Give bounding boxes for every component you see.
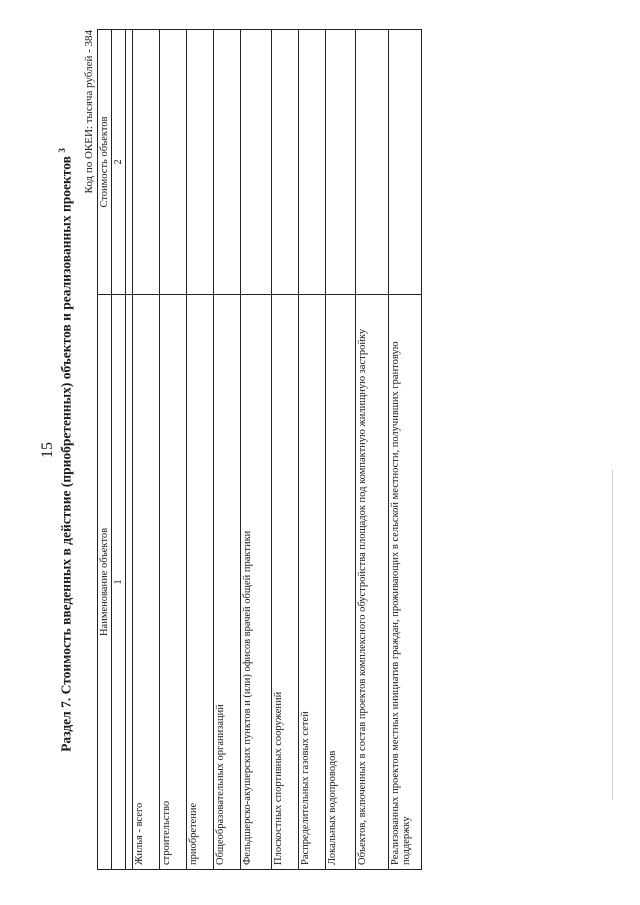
table-row [214,30,241,870]
okei-code: Код по ОКЕИ: тысяча рублей - 384 [83,30,95,194]
row-value-cell[interactable] [160,30,187,295]
row-value-cell[interactable] [214,30,241,295]
table-spacer-row [126,30,133,870]
spacer-cell [126,30,133,295]
table-header-number-row [112,30,126,870]
table-row [299,30,326,870]
table-row [389,30,422,870]
rotated-page-content [35,30,415,870]
row-value-cell[interactable] [133,30,160,295]
section-footnote: 3 [57,148,67,153]
row-name: Реализованных проектов местных инициатив граждан, проживающих в сельской местности, получивших грантовую поддержку [389,295,422,870]
row-value-cell[interactable] [272,30,299,295]
table-row [326,30,356,870]
section-title-text: Раздел 7. Стоимость введенных в действие (приобретенных) объектов и реализованных проектов [58,156,74,752]
row-value-cell[interactable] [299,30,326,295]
table-row [187,30,214,870]
row-value-cell[interactable] [326,30,356,295]
row-value-cell[interactable] [389,30,422,295]
cost-table [97,29,422,870]
spacer-cell [126,295,133,870]
scan-edge-mark [612,470,613,800]
row-name: приобретение [187,295,214,870]
header-object-name: Наименование объектов [98,295,112,870]
header-number-2: 2 [112,30,126,295]
table-row [160,30,187,870]
row-name: Локальных водопроводов [326,295,356,870]
table-row [133,30,160,870]
section-title [57,30,75,870]
row-name: Жилья - всего [133,295,160,870]
row-name: Объектов, включенных в состав проектов комплексного обустройства площадок под компактную жилищную застройку [356,295,389,870]
header-object-cost: Стоимость объектов [98,30,112,295]
row-name: Плоскостных спортивных сооружений [272,295,299,870]
page-number: 15 [39,442,56,458]
table-row [356,30,389,870]
row-name: строительство [160,295,187,870]
row-value-cell[interactable] [356,30,389,295]
table-row [241,30,272,870]
header-number-1: 1 [112,295,126,870]
row-name: Фельдшерско-акушерских пунктов и (или) офисов врачей общей практики [241,295,272,870]
row-name: Общеобразовательных организаций [214,295,241,870]
table-row [272,30,299,870]
row-name: Распределительных газовых сетей [299,295,326,870]
row-value-cell[interactable] [241,30,272,295]
table-header-row [98,30,112,870]
row-value-cell[interactable] [187,30,214,295]
